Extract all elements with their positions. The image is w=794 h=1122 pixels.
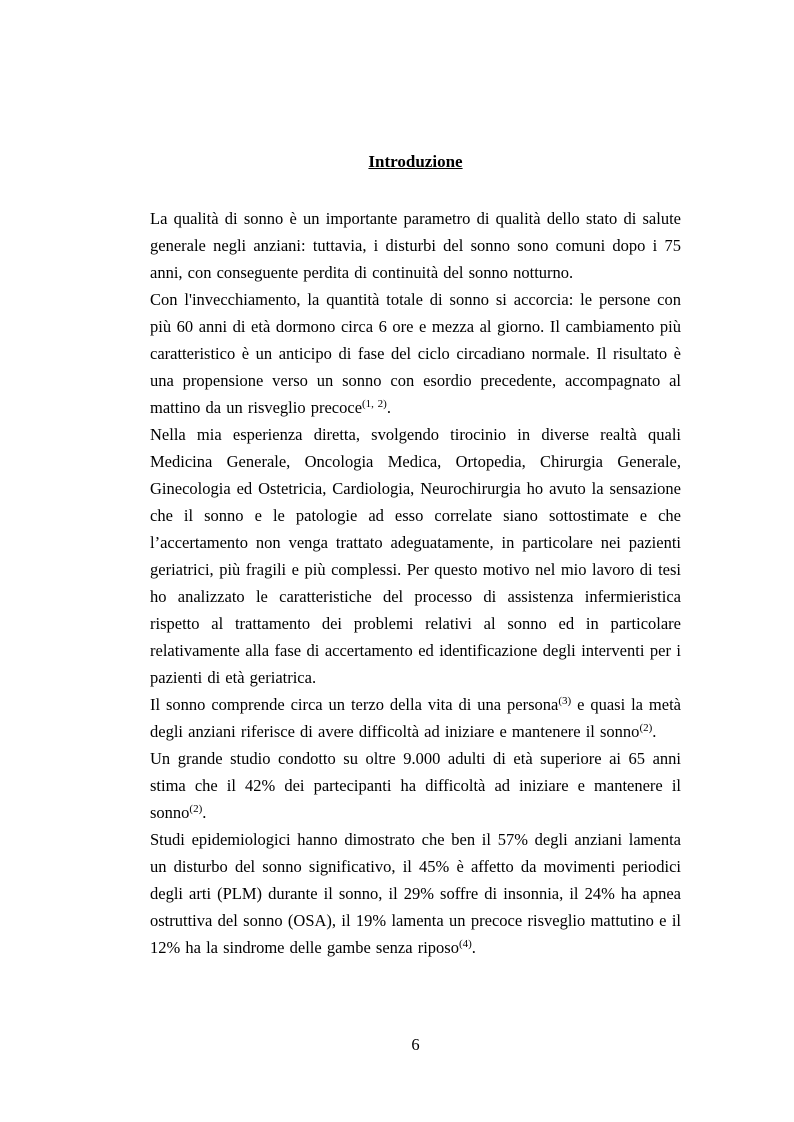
citation-superscript: (2) [189,802,203,815]
citation-superscript: (4) [458,937,472,950]
citation-superscript: (3) [558,694,572,707]
paragraph: Il sonno comprende circa un terzo della vita di una persona$^{(3)}$ e quasi la metà degli anziani riferisce di avere difficoltà ad iniziare e mantenere il sonno$^{(2)}$. [150,694,681,741]
paragraph: Un grande studio condotto su oltre 9.000 adulti di età superiore ai 65 anni stima che il 42% dei partecipanti ha difficoltà ad iniziare e mantenere il sonno$^{(2)}$. [150,749,681,822]
paragraph: Nella mia esperienza diretta, svolgendo tirocinio in diverse realtà quali Medicina Generale, Oncologia Medica, Ortopedia, Chirurgia Generale, Ginecologia ed Ostetricia, Cardiologia, Neurochirurgia ho avuto la sensazione che il sonno e le patologie ad esso correlate siano sottostimate e che l’accertamento non venga trattato adeguatamente, in particolare nei pazienti geriatrici, più fragili e più complessi. Per questo motivo nel mio lavoro di tesi ho analizzato le caratteristiche del processo di assistenza infermieristica rispetto al trattamento dei problemi relativi al sonno ed in particolare relativamente alla fase di accertamento ed identificazione degli interventi per i pazienti di età geriatrica. [150,425,681,687]
paragraph: Studi epidemiologici hanno dimostrato che ben il 57% degli anziani lamenta un disturbo del sonno significativo, il 45% è affetto da movimenti periodici degli arti (PLM) durante il sonno, il 29% soffre di insonnia, il 24% ha apnea ostruttiva del sonno (OSA), il 19% lamenta un precoce risveglio mattutino e il 12% ha la sindrome delle gambe senza riposo$^{(4)}$. [150,830,681,957]
paragraph: Con l'invecchiamento, la quantità totale di sonno si accorcia: le persone con più 60 anni di età dormono circa 6 ore e mezza al giorno. Il cambiamento più caratteristico è un anticipo di fase del ciclo circadiano normale. Il risultato è una propensione verso un sonno con esordio precedente, accompagnato al mattino da un risveglio precoce$^{(1, 2)}$. [150,290,681,417]
paragraph: La qualità di sonno è un importante parametro di qualità dello stato di salute generale negli anziani: tuttavia, i disturbi del sonno sono comuni dopo i 75 anni, con conseguente perdita di continuità del sonno notturno. [150,209,681,282]
page-title: Introduzione [368,152,463,171]
paragraphs [150,205,681,961]
page-number: 6 [411,1035,420,1054]
citation-superscript: (2) [639,721,653,734]
citation-superscript: (1, 2) [362,397,387,410]
page-content [150,150,681,961]
